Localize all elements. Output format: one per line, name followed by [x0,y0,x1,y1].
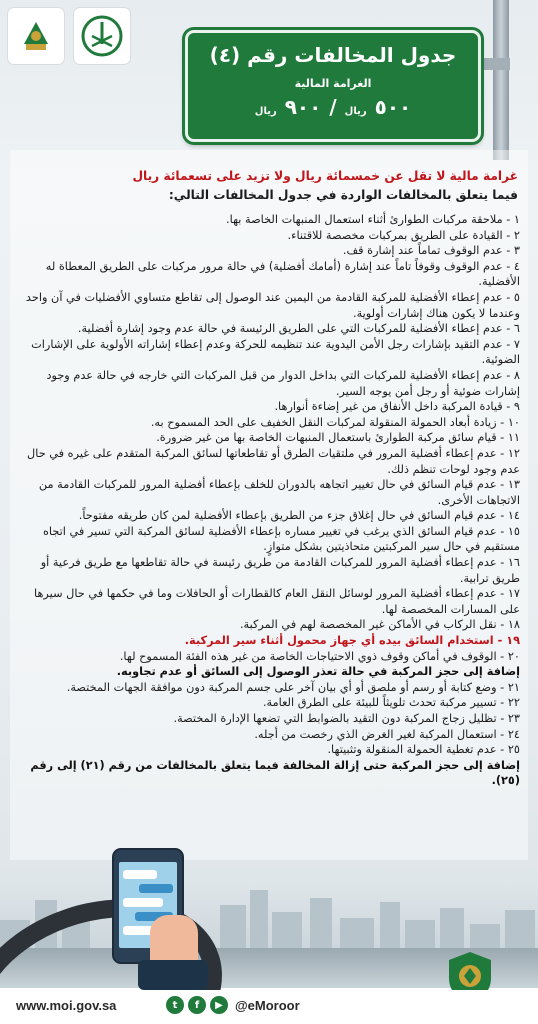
fine-max: ٩٠٠ [284,95,322,119]
violation-item: ٥ - عدم إعطاء الأفضلية للمركبة القادمة من اليمين عند الوصول إلى تقاطع متساوي الأفضليات في آن واحد وعندما لا يكون هناك إشارات أولوية. [25,290,520,320]
chat-bubble [139,884,173,893]
sign-post [493,0,509,160]
social-links [166,996,300,1014]
violation-item: ٢٣ - تظليل زجاج المركبة دون التقيد بالضوابط التي تضعها الإدارة المختصة. [173,712,520,725]
violation-item: ١٦ - عدم إعطاء أفضلية المرور للمركبات القادمة من طريق رئيسة في حالة تقاطعها مع طريق فرعية أو طريق ترابية. [40,556,520,585]
violation-item: ٣ - عدم الوقوف تماماً عند إشارة قف. [342,244,520,258]
intro-line-1: غرامة مالية لا تقل عن خمسمائة ريال ولا تزيد على تسعمائة ريال [132,169,518,183]
intro-line-2: فيما يتعلق بالمخالفات الواردة في جدول المخالفات التالي: [168,188,518,202]
violations-list [22,212,520,789]
violation-item: ٢١ - وضع كتابة أو رسم أو ملصق أو أي بيان آخر على جسم المركبة دون موافقة الجهات المختصة. [66,680,520,694]
intro-text [22,167,518,205]
saudi-emblem-logo [74,8,130,64]
currency-min: ريال [344,106,367,117]
facebook-icon[interactable]: f [188,996,206,1014]
violation-item: ١١ - قيام سائق مركبة الطوارئ باستعمال المنبهات الخاصة بها من غير ضرورة. [156,431,520,445]
youtube-icon[interactable]: ▶ [210,996,228,1014]
violation-item: ١٧ - عدم إعطاء أفضلية المرور لوسائل النقل العام كالقطارات أو الحافلات وما في حكمها في حال سيرها على المسارات المخصصة لها. [34,587,520,616]
sleeve-illustration [138,960,208,990]
violation-item: ٤ - عدم الوقوف وقوفاً تاماً عند إشارة (أمامك أفضلية) في حالة مرور مركبات على الطريق المعطاة له الأفضلية. [45,259,520,289]
violation-item: ١ - ملاحقة مركبات الطوارئ أثناء استعمال المنبهات الخاصة بها. [226,213,520,226]
twitter-icon[interactable]: t [166,996,184,1014]
violation-item: ١٥ - عدم قيام السائق الذي يرغب في تغيير مساره بإعطاء الأفضلية لسائق المركبة التي تسير في اتجاه مستقيم في حال سير المركبتين متحاذيتين بشكل متوازٍ. [42,524,520,554]
violation-item: ٨ - عدم إعطاء الأفضلية للمركبات التي بداخل الدوار من قبل المركبات التي خارجه في حالة عدم وجود إشارات ضوئية أو رجل أمن يوجه السير. [46,368,520,398]
interior-ministry-logo [8,8,64,64]
violation-item: ٢٥ - عدم تغطية الحمولة المنقولة وتثبيتها. [327,743,520,757]
fine-separator: / [329,95,337,119]
violation-note: إضافة إلى حجز المركبة في حالة تعذر الوصول إلى السائق أو عدم تجاوبه. [116,665,520,679]
sign-subtitle: الغرامة المالية [294,77,372,90]
violation-item: ١٨ - نقل الركاب في الأماكن غير المخصصة لهم في المركبة. [239,618,520,632]
chat-bubble [123,926,153,935]
chat-bubble [123,898,163,907]
violation-item: ١٢ - عدم إعطاء أفضلية المرور في ملتقيات الطرق أو تقاطعاتها لسائق المركبة المتقدم على غيره في حال عدم وجود لوحات تنظم ذلك. [27,446,520,476]
violation-item: ٢ - القيادة على الطريق بمركبات مخصصة للاقتناء. [287,228,520,242]
sign-title: جدول المخالفات رقم (٤) [209,43,457,67]
violation-item: ٦ - عدم إعطاء الأفضلية للمركبات التي على الطريق الرئيسة في حالة عدم وجود إشارة أفضلية. [77,322,520,336]
violation-item: ٢٤ - استعمال المركبة لغير الغرض الذي رخصت من أجله. [254,727,520,741]
social-handle[interactable]: @eMoroor [235,997,300,1013]
violation-item: ١٠ - زيادة أبعاد الحمولة المنقولة لمركبات النقل الخفيف على الحد المسموح به. [150,415,520,429]
violation-note: إضافة إلى حجز المركبة حتى إزالة المخالفة فيما يتعلق بالمخالفات من رقم (٢١) إلى رقم (٢٥). [30,758,520,788]
fine-range [188,95,478,119]
currency-max: ريال [254,106,277,117]
chat-bubble [123,870,157,879]
violation-item: ٧ - عدم التقيد بإشارات رجل الأمن اليدوية عند تنظيمه للحركة وعدم إعطاء إشاراته الأولوية على الإشارات الضوئية. [31,337,520,367]
violation-item-highlighted: ١٩ - استخدام السائق بيده أي جهاز محمول أثناء سير المركبة. [184,634,520,648]
fine-min: ٥٠٠ [374,95,412,119]
violations-table-sign [185,30,481,142]
violation-item: ٩ - قيادة المركبة داخل الأنفاق من غير إضاءة أنوارها. [274,400,520,414]
violation-item: ١٣ - عدم قيام السائق في حال تغيير اتجاهه بالدوران للخلف بإعطاء أفضلية المرور للمركبات القادمة من الاتجاهات الأخرى. [38,478,520,507]
website-link[interactable]: www.moi.gov.sa [16,998,117,1013]
header-logos [8,8,153,70]
violation-item: ٢٠ - الوقوف في أماكن وقوف ذوي الاحتياجات الخاصة من غير هذه الفئة المسموح لها. [119,649,520,663]
violation-item: ٢٢ - تسيير مركبة تحدث تلويثاً للبيئة على الطرق العامة. [262,696,520,710]
violation-item: ١٤ - عدم قيام السائق في حال إغلاق جزء من الطريق بإعطاء الأفضلية لمن كان طريقه مفتوحاً. [78,509,520,523]
